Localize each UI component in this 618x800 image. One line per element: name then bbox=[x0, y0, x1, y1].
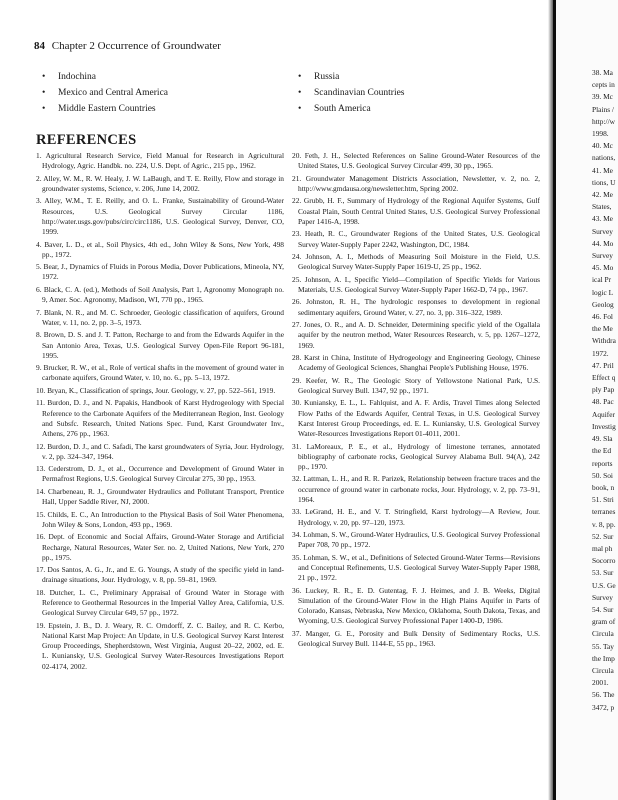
reference-entry: 23. Heath, R. C., Groundwater Regions of the United States, U.S. Geological Survey Water-Supply Paper 2242, Washington, DC, 1984. bbox=[292, 229, 540, 249]
facing-page-line: 3472, p bbox=[592, 702, 615, 712]
facing-page-line: 45. Mo bbox=[592, 263, 614, 273]
facing-page-line: terranes bbox=[592, 507, 616, 517]
facing-page-line: Survey bbox=[592, 592, 613, 602]
reference-entry: 33. LeGrand, H. E., and V. T. Stringfield, Karst hydrology—A Review, Jour. Hydrology, v. 20, pp. 97–120, 1973. bbox=[292, 507, 540, 527]
facing-page-text-column bbox=[592, 68, 616, 715]
references-column-right bbox=[292, 151, 540, 651]
facing-page-line: gram of bbox=[592, 617, 616, 627]
region-list-item: • Russia bbox=[292, 69, 532, 85]
facing-page-line: Survey bbox=[592, 226, 613, 236]
reference-entry: 14. Charbeneau, R. J., Groundwater Hydraulics and Pollutant Transport, Prentice Hall, Upper Saddle River, NJ, 2000. bbox=[36, 486, 284, 507]
facing-page-line: 40. Mc bbox=[592, 141, 613, 151]
facing-page-line: 46. Fol bbox=[592, 312, 613, 322]
facing-page-line: tions, U bbox=[592, 177, 616, 187]
facing-page-line: v. 8, pp. bbox=[592, 519, 616, 529]
reference-entry: 27. Jones, O. R., and A. D. Schneider, Determining specific yield of the Ogallala aquifer by the neutron method, Water Resources Research, v. 5, pp. 1267–1272, 1969. bbox=[292, 320, 540, 350]
facing-page-line: 2001. bbox=[592, 678, 609, 688]
facing-page-line: ply Pap bbox=[592, 385, 615, 395]
facing-page-line: 1972. bbox=[592, 348, 609, 358]
region-list-item: • South America bbox=[292, 101, 532, 117]
facing-page-line: cepts in bbox=[592, 80, 615, 90]
reference-entry: 10. Bryan, K., Classification of springs, Jour. Geology, v. 27, pp. 522–561, 1919. bbox=[36, 385, 276, 395]
facing-page-line: 39. Mc bbox=[592, 92, 613, 102]
reference-entry: 11. Burdon, D. J., and N. Papakis, Handbook of Karst Hydrogeology with Special Reference to the Carbonate Aquifers of the Mediterranean Region, Inst. Geology and Subsfc. Research, United Nations Spec. Fund, Karst Groundwater Inv., Athens, 276 pp., 1963. bbox=[36, 398, 284, 439]
facing-page-line: reports bbox=[592, 458, 613, 468]
reference-entry: 13. Cederstrom, D. J., et al., Occurrence and Development of Ground Water in Permafrost Regions, U.S. Geological Survey Circular 275, 30 pp., 1953. bbox=[36, 464, 284, 484]
region-list-item: • Middle Eastern Countries bbox=[36, 101, 276, 117]
region-list-item: • Indochina bbox=[36, 69, 276, 85]
facing-page-line: Socorro bbox=[592, 556, 616, 566]
facing-page-line: mal ph bbox=[592, 543, 613, 553]
reference-entry: 9. Brucker, R. W., et al., Role of vertical shafts in the movement of ground water in carbonate aquifers, Ground Water, v. 10, no. 6., pp. 5–13, 1972. bbox=[36, 363, 284, 383]
reference-entry: 35. Lohman, S. W., et al., Definitions of Selected Ground-Water Terms—Revisions and Conceptual Refinements, U.S. Geological Survey Water-Supply Paper 1988, 21 pp., 1972. bbox=[292, 552, 540, 583]
running-head bbox=[34, 40, 221, 52]
reference-entry: 1. Agricultural Research Service, Field Manual for Research in Agricultural Hydrology, Agric. Handbk. no. 224, U.S. Dept. of Agric., 215 pp., 1962. bbox=[36, 151, 284, 171]
facing-page-line: 51. Stri bbox=[592, 495, 614, 505]
reference-entry: 37. Manger, G. E., Porosity and Bulk Density of Sedimentary Rocks, U.S. Geological Survey Bull. 1144-E, 55 pp., 1963. bbox=[292, 628, 540, 648]
facing-page-line: 1998. bbox=[592, 129, 609, 139]
facing-page-line: the Imp bbox=[592, 653, 615, 663]
facing-page-line: 49. Sla bbox=[592, 434, 613, 444]
reference-entry: 7. Blank, N. R., and M. C. Schroeder, Geologic classification of aquifers, Ground Water, v. 11, no. 2, pp. 3–5, 1973. bbox=[36, 307, 284, 327]
page-number: 84 bbox=[34, 40, 45, 52]
reference-entry: 12. Burdon, D. J., and C. Safadi, The karst groundwaters of Syria, Jour. Hydrology, v. 2, pp. 324–347, 1964. bbox=[36, 441, 284, 461]
facing-page-fragment bbox=[556, 0, 618, 800]
facing-page-line: U.S. Ge bbox=[592, 580, 616, 590]
facing-page-line: Withdra bbox=[592, 336, 616, 346]
facing-page-line: 55. Tay bbox=[592, 641, 614, 651]
facing-page-line: the Me bbox=[592, 324, 613, 334]
reference-entry: 19. Epstein, J. B., D. J. Weary, R. C. Orndorff, Z. C. Bailey, and R. C. Kerbo, National Karst Map Project: An Update, in U.S. Geological Survey Karst Interest Group Proceedings, Shepherdstown, West Virginia, August 20–22, 2002, ed. E. L. Kuniansky, U.S. Geological Survey Water-Resources Investigations Report 02-4174, 2002. bbox=[36, 620, 284, 671]
facing-page-line: 54. Sur bbox=[592, 604, 614, 614]
reference-entry: 2. Alley, W. M., R. W. Healy, J. W. LaBaugh, and T. E. Reilly, Flow and storage in groundwater systems, Science, v. 206, June 14, 2002. bbox=[36, 173, 284, 193]
reference-entry: 8. Brown, D. S. and J. T. Patton, Recharge to and from the Edwards Aquifer in the San Antonio Area, Texas, U.S. Geological Survey Open-File Report 96-181, 1995. bbox=[36, 330, 284, 360]
reference-entry: 3. Alley, W.M., T. E. Reilly, and O. L. Franke, Sustainability of Ground-Water Resources, U.S. Geological Survey Circular 1186, http://water.usgs.gov/pubs/circ/circ1186, U.S. Geological Survey, Denver, CO, 1999. bbox=[36, 196, 284, 237]
reference-entry: 4. Baver, L. D., et al., Soil Physics, 4th ed., John Wiley & Sons, New York, 498 pp., 1972. bbox=[36, 239, 284, 259]
facing-page-line: Circula bbox=[592, 629, 614, 639]
region-list-item: • Scandinavian Countries bbox=[292, 85, 532, 101]
reference-entry: 18. Dutcher, L. C., Preliminary Appraisal of Ground Water in Storage with Reference to Geothermal Resources in the Imperial Valley Area, California, U.S. Geological Survey Circular 649, 57 pp., 1972. bbox=[36, 587, 284, 618]
region-list-item: • Mexico and Central America bbox=[36, 85, 276, 101]
facing-page-line: 41. Me bbox=[592, 165, 613, 175]
facing-page-line: 44. Mo bbox=[592, 238, 614, 248]
reference-entry: 24. Johnson, A. I., Methods of Measuring Soil Moisture in the Field, U.S. Geological Survey Water-Supply Paper 1619-U, 25 pp., 1962. bbox=[292, 252, 540, 272]
facing-page-line: Circula bbox=[592, 665, 614, 675]
facing-page-line: ical Pr bbox=[592, 275, 612, 285]
facing-page-line: the Ed bbox=[592, 446, 612, 456]
facing-page-line: Survey bbox=[592, 251, 613, 261]
reference-entry: 6. Black, C. A. (ed.), Methods of Soil Analysis, Part 1, Agronomy Monograph no. 9, Amer. Soc. Agronomy, Madison, WI, 770 pp., 1965. bbox=[36, 284, 284, 305]
facing-page-line: 48. Pac bbox=[592, 397, 614, 407]
facing-page-line: Geolog bbox=[592, 299, 614, 309]
facing-page-line: 52. Sur bbox=[592, 531, 614, 541]
reference-entry: 22. Grubb, H. F., Summary of Hydrology of the Regional Aquifer Systems, Gulf Coastal Plain, South Central United States, U.S. Geological Survey Professional Paper 1416-A, 1998. bbox=[292, 196, 540, 226]
reference-entry: 36. Luckey, R. R., E. D. Gutentag, F. J. Heimes, and J. B. Weeks, Digital Simulation of the Ground-Water Flow in the High Plains Aquifer in Parts of Colorado, Kansas, Nebraska, New Mexico, Oklahoma, South Dakota, Texas, and Wyoming, U.S. Geological Survey Professional Paper 1400-D, 1986. bbox=[292, 585, 540, 626]
region-list-right bbox=[292, 69, 532, 117]
reference-entry: 17. Dos Santos, A. G., Jr., and E. G. Youngs, A study of the specific yield in land-drainage situations, Jour. Hydrology, v. 8, pp. 59–81, 1969. bbox=[36, 565, 284, 585]
reference-entry: 5. Bear, J., Dynamics of Fluids in Porous Media, Dover Publications, Mineola, NY, 1972. bbox=[36, 262, 284, 282]
references-column-left bbox=[36, 151, 284, 674]
facing-page-line: http://w bbox=[592, 116, 615, 126]
region-list-left bbox=[36, 69, 276, 117]
facing-page-line: States, bbox=[592, 202, 612, 212]
facing-page-line: 38. Ma bbox=[592, 68, 613, 77]
reference-entry: 20. Feth, J. H., Selected References on Saline Ground-Water Resources of the United States, U.S. Geological Survey Circular 499, 30 pp., 1965. bbox=[292, 151, 540, 171]
reference-entry: 32. Lattman, L. H., and R. R. Parizek, Relationship between fracture traces and the occurrence of ground water in carbonate rocks, Jour. Hydrology, v. 2, pp. 73–91, 1964. bbox=[292, 474, 540, 504]
reference-entry: 21. Groundwater Management Districts Association, Newsletter, v. 2, no. 2, http://www.gmdausa.org/newsletter.htm, Spring 2002. bbox=[292, 173, 540, 193]
facing-page-line: book, n bbox=[592, 482, 615, 492]
reference-entry: 28. Karst in China, Institute of Hydrogeology and Engineering Geology, Chinese Academy of Geological Sciences, Shanghai People's Publishing House, 1976. bbox=[292, 353, 540, 373]
facing-page-line: Aquifer bbox=[592, 409, 615, 419]
reference-entry: 16. Dept. of Economic and Social Affairs, Ground-Water Storage and Artificial Recharge, Natural Resources, Water Ser. no. 2, United Nations, New York, 270 pp., 1975. bbox=[36, 532, 284, 562]
reference-entry: 34. Lohman, S. W., Ground-Water Hydraulics, U.S. Geological Survey Professional Paper 708, 70 pp., 1972. bbox=[292, 530, 540, 550]
reference-entry: 26. Johnston, R. H., The hydrologic responses to development in regional sedimentary aquifers, Ground Water, v. 27, no. 3, pp. 316–322, 1989. bbox=[292, 297, 540, 317]
facing-page-line: 53. Sur bbox=[592, 568, 614, 578]
facing-page-line: 43. Me bbox=[592, 214, 613, 224]
facing-page-line: Effect q bbox=[592, 373, 616, 383]
facing-page-line: 47. Pril bbox=[592, 360, 614, 370]
reference-entry: 25. Johnson, A. I., Specific Yield—Compilation of Specific Yields for Various Materials, U.S. Geological Survey Water-Supply Paper 1662-D, 74 pp., 1967. bbox=[292, 274, 540, 294]
facing-page-line: logic L bbox=[592, 287, 614, 297]
facing-page-line: 56. The bbox=[592, 690, 615, 700]
chapter-title: Chapter 2 Occurrence of Groundwater bbox=[51, 40, 221, 52]
reference-entry: 15. Childs, E. C., An Introduction to the Physical Basis of Soil Water Phenomena, John Wiley & Sons, London, 493 pp., 1969. bbox=[36, 509, 284, 529]
reference-entry: 29. Keefer, W. R., The Geologic Story of Yellowstone National Park, U.S. Geological Survey Bull. 1347, 92 pp., 1971. bbox=[292, 375, 540, 395]
facing-page-line: Investig bbox=[592, 421, 616, 431]
reference-entry: 30. Kuniansky, E. L., L. Fahlquist, and A. F. Ardis, Travel Times along Selected Flow Paths of the Edwards Aquifer, Central Texas, in U.S. Geological Survey Karst Interest Group Proceedings, ed. E. L. Kuniansky, U.S. Geological Survey Water-Resources Investigations Report 01-4011, 2001. bbox=[292, 398, 540, 439]
facing-page-line: nations, bbox=[592, 153, 616, 163]
facing-page-line: 50. Soi bbox=[592, 470, 613, 480]
facing-page-line: 42. Me bbox=[592, 190, 613, 200]
references-heading: REFERENCES bbox=[36, 132, 137, 148]
reference-entry: 31. LaMoreaux, P. E., et al., Hydrology of limestone terranes, annotated bibliography of carbonate rocks, Geological Survey Alabama Bull. 94(A), 242 pp., 1970. bbox=[292, 441, 540, 471]
facing-page-line: Plains / bbox=[592, 104, 614, 114]
